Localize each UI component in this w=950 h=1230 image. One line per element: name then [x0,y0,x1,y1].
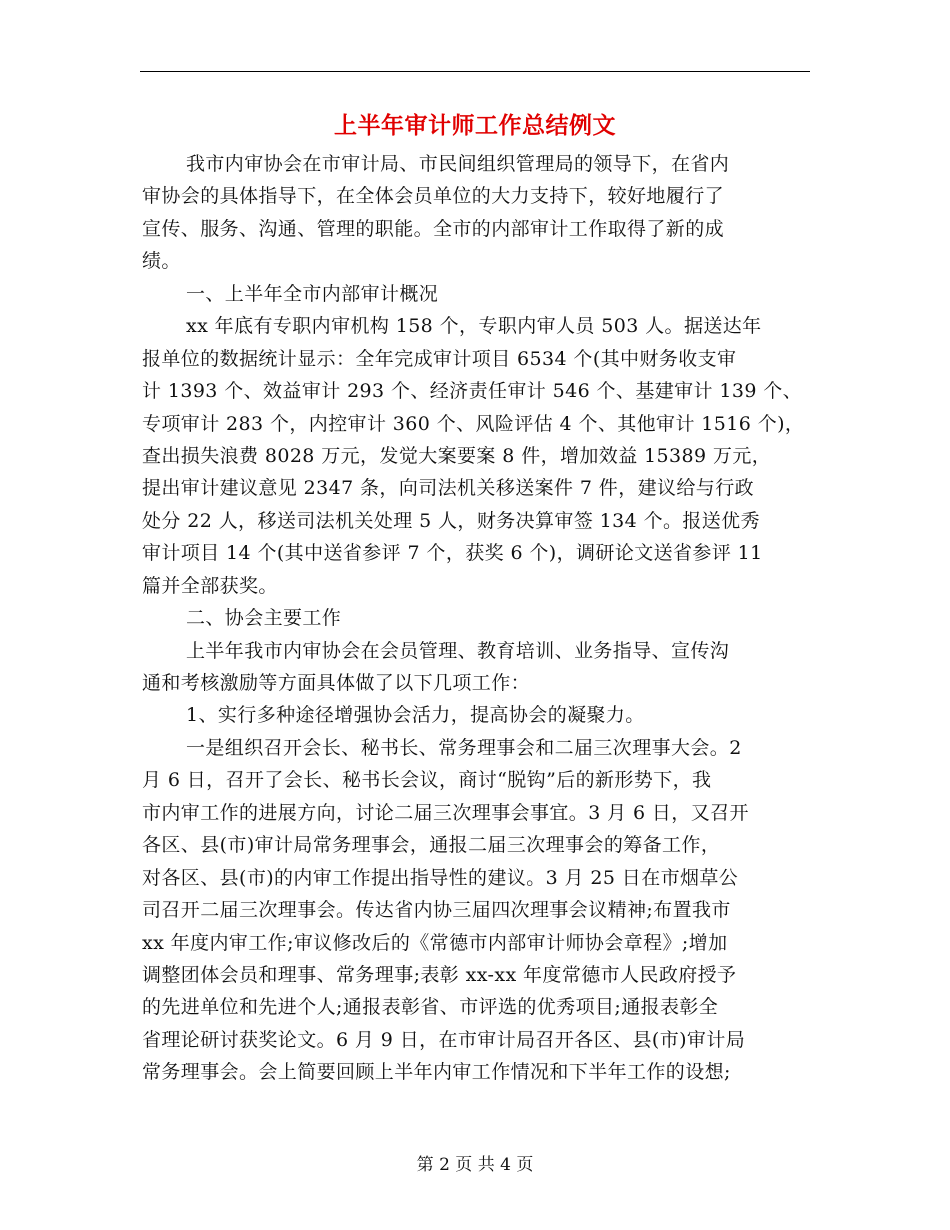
paragraph-line: 对各区、县(市)的内审工作提出指导性的建议。3 月 25 日在市烟草公 [142,866,739,889]
paragraph-line: 我市内审协会在市审计局、市民间组织管理局的领导下，在省内 [186,153,730,175]
section-heading: 一、上半年全市内部审计概况 [186,282,439,305]
paragraph-line: 常务理事会。会上简要回顾上半年内审工作情况和下半年工作的设想; [142,1061,731,1084]
paragraph-line: 司召开二届三次理事会。传达省内协三届四次理事会议精神;布置我市 [142,899,731,922]
paragraph-line: 审协会的具体指导下，在全体会员单位的大力支持下，较好地履行了 [142,185,725,208]
paragraph-line: 专项审计 283 个，内控审计 360 个、风险评估 4 个、其他审计 1516 个)， [142,412,805,435]
paragraph-line: 报单位的数据统计显示：全年完成审计项目 6534 个(其中财务收支审 [142,347,737,370]
paragraph-line: xx 年底有专职内审机构 158 个，专职内审人员 503 人。据送达年 [186,315,762,338]
paragraph-line: 一是组织召开会长、秘书长、常务理事会和二届三次理事大会。2 [186,736,742,759]
subsection-heading: 1、实行多种途径增强协会活力，提高协会的凝聚力。 [186,704,645,727]
paragraph-line: 上半年我市内审协会在会员管理、教育培训、业务指导、宣传沟 [186,639,730,662]
paragraph-line: 市内审工作的进展方向，讨论二届三次理事会事宜。3 月 6 日，又召开 [142,801,749,824]
paragraph-line: 各区、县(市)审计局常务理事会，通报二届三次理事会的筹备工作， [142,834,721,857]
paragraph-line: 月 6 日，召开了会长、秘书长会议，商讨“脱钩”后的新形势下，我 [142,769,712,792]
paragraph-line: 的先进单位和先进个人;通报表彰省、市评选的优秀项目;通报表彰全 [142,996,719,1019]
document-body [142,148,820,1089]
section-heading: 二、协会主要工作 [186,607,342,630]
page-number-footer: 第 2 页 共 4 页 [416,1155,534,1175]
paragraph-line: 宣传、服务、沟通、管理的职能。全市的内部审计工作取得了新的成 [142,217,725,240]
paragraph-line: 通和考核激励等方面具体做了以下几项工作： [142,672,531,694]
paragraph-line: xx 年度内审工作;审议修改后的《常德市内部审计师协会章程》;增加 [142,931,728,954]
page-title: 上半年审计师工作总结例文 [334,113,616,139]
paragraph-line: 绩。 [142,250,181,273]
paragraph-line: 调整团体会员和理事、常务理事;表彰 xx-xx 年度常德市人民政府授予 [142,963,737,986]
paragraph-line: 提出审计建议意见 2347 条，向司法机关移送案件 7 件，建议给与行政 [142,477,755,500]
paragraph-line: 处分 22 人，移送司法机关处理 5 人，财务决算审签 134 个。报送优秀 [142,509,760,532]
header-rule [140,71,810,72]
paragraph-line: 计 1393 个、效益审计 293 个、经济责任审计 546 个、基建审计 139 个、 [142,380,803,403]
paragraph-line: 审计项目 14 个(其中送省参评 7 个，获奖 6 个)，调研论文送省参评 11 [142,542,763,565]
paragraph-line: 篇并全部获奖。 [142,574,278,597]
paragraph-line: 查出损失浪费 8028 万元，发觉大案要案 8 件，增加效益 15389 万元， [142,444,772,467]
paragraph-line: 省理论研讨获奖论文。6 月 9 日，在市审计局召开各区、县(市)审计局 [142,1028,746,1051]
